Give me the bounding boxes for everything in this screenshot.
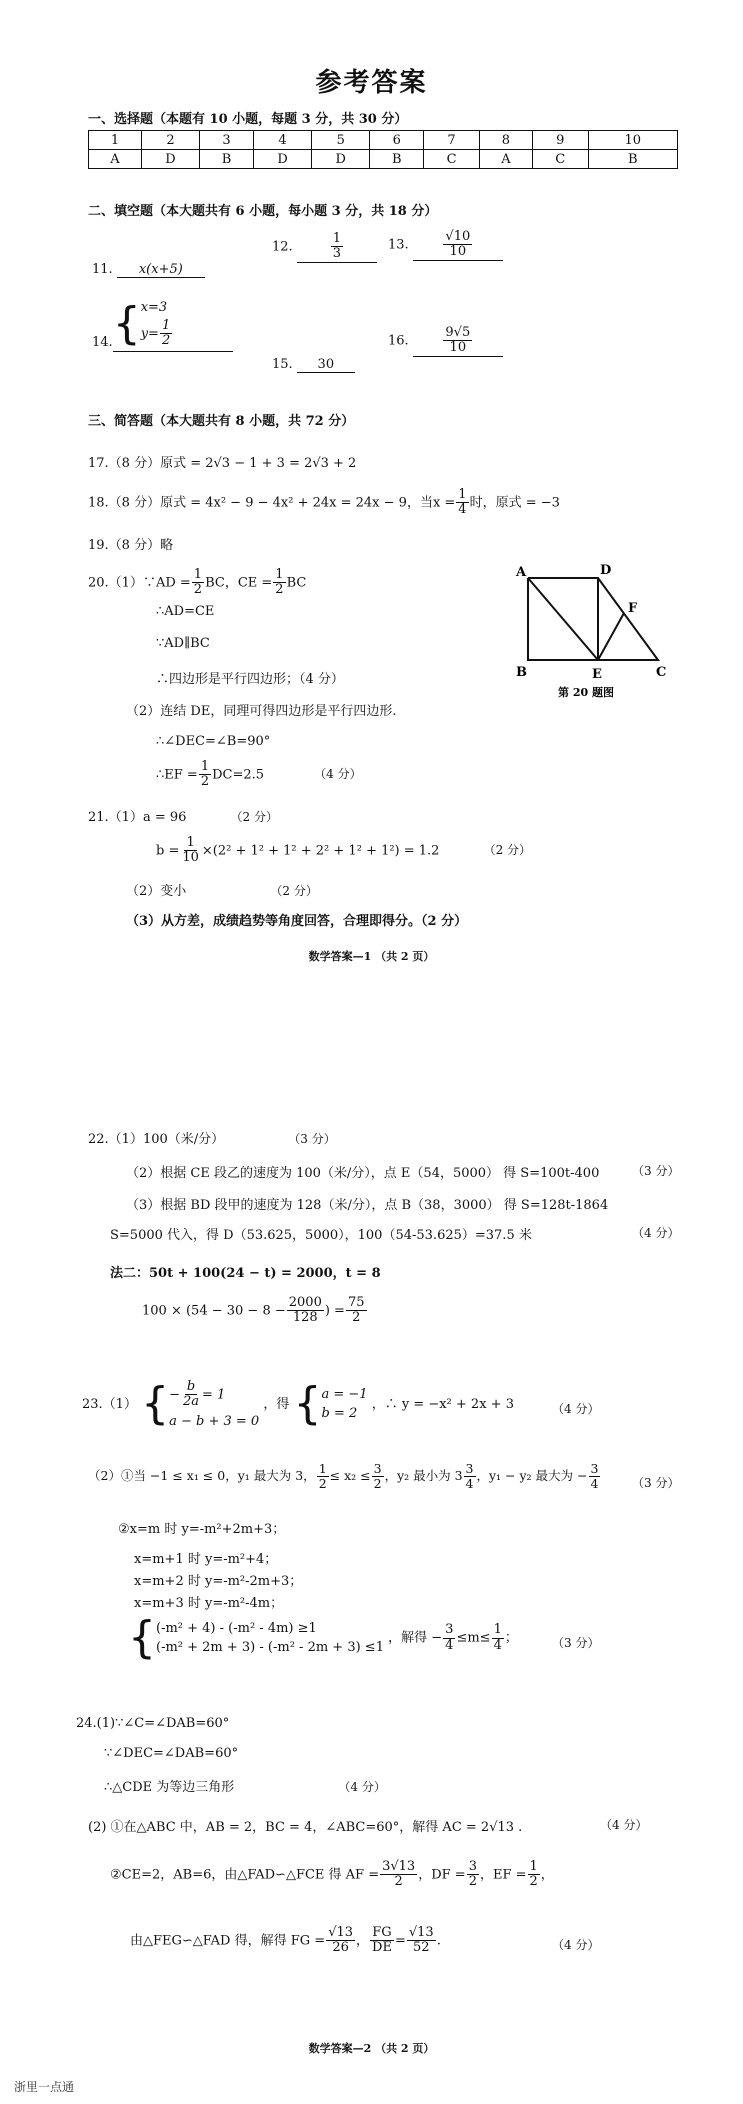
q22-line4: S=5000 代入，得 D（53.625，5000），100（54-53.625）=37.5 米: [110, 1228, 532, 1243]
q14-label: 14.: [92, 334, 113, 350]
q24-line1: 24.(1)∵∠C=∠DAB=60°: [76, 1716, 230, 1731]
q24-l6-d: .: [436, 1933, 441, 1949]
q24-line2: ∵∠DEC=∠DAB=60°: [104, 1746, 239, 1761]
q24-l5-a: ②CE=2，AB=6，由△FAD∽△FCE 得 AF =: [110, 1867, 380, 1883]
q14-row2-num: 1: [161, 318, 171, 333]
answer-table-number-9: 9: [532, 131, 588, 150]
q20-l7-pts: （4 分）: [314, 767, 362, 782]
q21-line4: （3）从方差，成绩趋势等角度回答，合理即得分。（2 分）: [126, 914, 468, 929]
answer-table-number-5: 5: [312, 131, 370, 150]
q24-line5: [110, 1860, 554, 1890]
q22-l4-pts: （4 分）: [632, 1226, 680, 1240]
figure-label-c: C: [656, 665, 667, 680]
q23-pts1: （4 分）: [552, 1402, 600, 1416]
watermark: 浙里一点通: [14, 2080, 75, 2094]
q20-line3: ∵AD∥BC: [156, 636, 210, 651]
q13-label: 13.: [388, 237, 409, 253]
figure-label-f: F: [628, 601, 638, 616]
answer-table-answer-3: B: [200, 150, 254, 169]
section3-heading: 三、简答题（本大题共有 8 小题，共 72 分）: [88, 414, 355, 429]
q20-line1: [88, 568, 306, 598]
q21-l2-pts: （2 分）: [483, 843, 532, 858]
q20-figure: [508, 560, 668, 700]
q23-l2-f3n: 3: [465, 1461, 474, 1476]
answer-table-number-8: 8: [479, 131, 532, 150]
answer-table: [88, 130, 678, 169]
q20-l7-den: 2: [200, 774, 210, 790]
answer-table-number-1: 1: [89, 131, 142, 150]
answer-table-answer-5: D: [312, 150, 370, 169]
q19: 19.（8 分）略: [88, 538, 174, 553]
q20-line4: ∴四边形是平行四边形；（4 分）: [156, 672, 344, 687]
q23-ineq-r2: (-m² + 2m + 3) - (-m² - 2m + 3) ≤1: [156, 1640, 384, 1655]
figure-label-e: E: [592, 667, 602, 682]
q15: [272, 357, 355, 373]
q23-line4: x=m+1 时 y=-m²+4；: [134, 1552, 278, 1567]
q18-text-a: 18.（8 分）原式 = 4x² − 9 − 4x² + 24x = 24x − 9，当x =: [88, 495, 456, 511]
q23-sys-r1-den: 2a: [183, 1394, 200, 1410]
q23-l2-d: ，y₁ − y₂ 最大为 −: [476, 1467, 588, 1483]
q21-line2: [156, 836, 531, 866]
q20-l1-den: 2: [193, 582, 203, 598]
q21-line3: [126, 880, 318, 899]
q22-l6-den: 128: [292, 1310, 318, 1326]
page-title: 参考答案: [315, 68, 428, 98]
q24-l5-d: ，: [540, 1867, 554, 1883]
q12: [272, 232, 377, 263]
q17: 17.（8 分）原式 = 2√3 − 1 + 3 = 2√3 + 2: [88, 456, 357, 471]
q24-l6-d3: 52: [413, 1940, 430, 1956]
q23-part2-line1: [88, 1462, 601, 1491]
q22-l6-b: ) =: [324, 1303, 345, 1319]
q20-l1-c: BC: [286, 575, 307, 591]
q18-num: 1: [458, 487, 467, 502]
figure-label-b: B: [516, 665, 527, 680]
q24-l3-pts: （4 分）: [338, 1780, 386, 1794]
q12-den: 3: [332, 246, 341, 262]
q21-l2-den: 10: [182, 850, 199, 866]
q23-solve-n2: 1: [493, 1622, 502, 1638]
q23-l2-f2d: 2: [373, 1475, 382, 1491]
q18: [88, 488, 560, 518]
answer-table-answer-1: A: [89, 150, 142, 169]
q13: [388, 230, 503, 261]
q23-ineq-r1: (-m² + 4) - (-m² - 4m) ≥1: [156, 1621, 317, 1636]
section1-heading: 一、选择题（本题有 10 小题，每题 3 分，共 30 分）: [88, 112, 408, 127]
q20-line7: [156, 760, 362, 790]
q24-l5-c: ，EF =: [479, 1867, 527, 1883]
footer-page1: 数学答案—1 （共 2 页）: [308, 950, 435, 963]
q22-line3: （3）根据 BD 段甲的速度为 128（米/分），点 B（38，3000） 得 S=128t-1864: [126, 1198, 609, 1213]
q11: [92, 262, 205, 278]
section2-heading: 二、填空题（本大题共有 6 小题，每小题 3 分，共 18 分）: [88, 204, 438, 219]
q16-num: 9√5: [445, 325, 471, 340]
q22-line2: （2）根据 CE 段乙的速度为 100（米/分），点 E（54，5000） 得 S=100t-400: [126, 1166, 600, 1181]
answer-table-number-4: 4: [253, 131, 311, 150]
q22-l6-rden: 2: [352, 1310, 361, 1326]
answer-table-number-10: 10: [588, 131, 677, 150]
q22-line6: [142, 1296, 368, 1326]
q24-line3: [104, 1776, 386, 1795]
footer-page2: 数学答案—2 （共 2 页）: [308, 2042, 435, 2055]
q24-l4-pts: （4 分）: [600, 1818, 648, 1832]
q24-l5-n3: 1: [529, 1859, 538, 1874]
q23-sys-r1-b: = 1: [202, 1387, 226, 1403]
q23-solve-n1: 3: [445, 1622, 454, 1638]
q24-l6-d1: 26: [332, 1940, 349, 1956]
answer-table-answer-7: C: [424, 150, 480, 169]
figure-label-a: A: [516, 565, 527, 580]
q23-line6: x=m+3 时 y=-m²-4m；: [134, 1596, 284, 1611]
figure-caption: 第 20 题图: [558, 686, 614, 699]
q23-sys-r2: a − b + 3 = 0: [169, 1413, 260, 1429]
q21-l3: （2）变小: [126, 884, 187, 899]
answer-table-number-7: 7: [424, 131, 480, 150]
q20-l1-b: BC，CE =: [205, 575, 273, 591]
q20-l1-a: 20.（1）∵AD =: [88, 575, 191, 591]
answer-table-number-row: [89, 131, 678, 150]
q23-l2-a: （2）①当 −1 ≤ x₁ ≤ 0，y₁ 最大为 3，: [88, 1467, 316, 1483]
answer-table-answer-2: D: [141, 150, 199, 169]
q22-l6-num: 2000: [288, 1295, 322, 1310]
q23-l2-f1d: 2: [318, 1475, 327, 1491]
q20-l1-den2: 2: [275, 582, 284, 598]
answer-table-answer-9: C: [532, 150, 588, 169]
q16-den: 10: [449, 340, 467, 356]
q20-l7-a: ∴EF =: [156, 767, 198, 783]
q23-solve-a: ，解得 −: [388, 1630, 443, 1646]
q13-den: 10: [449, 244, 467, 260]
answer-table-number-6: 6: [370, 131, 424, 150]
q23-l2-f1n: 1: [318, 1461, 327, 1476]
q12-num: 1: [332, 231, 341, 246]
answer-table-answer-6: B: [370, 150, 424, 169]
q23-l2-c: ，y₂ 最小为 3: [384, 1467, 463, 1483]
q24-l5-d2: 2: [468, 1874, 477, 1890]
q13-num: √10: [445, 229, 471, 244]
q24-l5-d3: 2: [529, 1874, 538, 1890]
q14-row2-lhs: y=: [140, 326, 159, 342]
answer-table-number-3: 3: [200, 131, 254, 150]
q24-l5-n2: 3: [468, 1859, 477, 1874]
q24-l5-b: ，DF =: [418, 1867, 466, 1883]
q24-l6-c: =: [394, 1933, 406, 1949]
q20-l7-num: 1: [200, 759, 210, 774]
q18-den: 4: [458, 502, 467, 518]
q21-l1-pts: （2 分）: [230, 810, 278, 824]
q23-solve-b: ≤m≤: [456, 1630, 491, 1646]
q23-line3: ②x=m 时 y=-m²+2m+3；: [118, 1522, 286, 1537]
q23-l2-f4n: 3: [590, 1461, 599, 1476]
q23-solve-d1: 4: [445, 1637, 454, 1653]
q22-l6-a: 100 × (54 − 30 − 8 −: [142, 1303, 286, 1319]
q15-answer: 30: [297, 357, 355, 373]
q22-l2-pts: （3 分）: [632, 1164, 680, 1178]
q23-sys-r1-a: −: [169, 1387, 180, 1403]
q12-label: 12.: [272, 239, 293, 255]
q22-line1: [88, 1128, 336, 1147]
q23-pts2: （3 分）: [552, 1636, 600, 1650]
q20-line2: ∴AD=CE: [156, 604, 215, 619]
q24-l6-d2: DE: [372, 1940, 392, 1956]
q18-text-b: 时，原式 = −3: [469, 495, 560, 511]
q23-sys-r1-num: b: [186, 1379, 196, 1394]
answer-table-answer-8: A: [479, 150, 532, 169]
q23-solve-d2: 4: [493, 1637, 502, 1653]
answer-table-number-2: 2: [141, 131, 199, 150]
q24-line4: (2) ①在△ABC 中，AB = 2，BC = 4，∠ABC=60°，解得 AC = 2√13 .: [88, 1820, 523, 1835]
q23-sol-r1: a = −1: [321, 1387, 368, 1403]
q22-l1: 22.（1）100（米/分）: [88, 1132, 225, 1147]
q16: [388, 326, 503, 357]
q11-label: 11.: [92, 262, 113, 277]
q21-l2-b: ×(2² + 1² + 1² + 2² + 1² + 1²) = 1.2: [201, 843, 440, 859]
q24-l6-pts: （4 分）: [552, 1938, 600, 1952]
q14: 14. { x=3 y= $\frac{1}{2}$: [92, 300, 233, 352]
q23-label: 23.（1）: [82, 1396, 137, 1412]
q23-sol-r2: b = 2: [321, 1406, 358, 1422]
q23-inequality: { (-m² + 4) - (-m² - 4m) ≥1 (-m² + 2m + 3) - (-m² - 2m + 3) ≤1 ，解得 − $\frac{3}{4}$ ≤m≤ $\frac{1}{4}$ ；: [128, 1612, 518, 1663]
q20-l7-b: DC=2.5: [212, 767, 265, 783]
q23-l2-b: ≤ x₂ ≤: [329, 1467, 371, 1483]
q24-l6-n3: √13: [408, 1925, 434, 1940]
q24-l3: ∴△CDE 为等边三角形: [104, 1780, 235, 1795]
q20-line5: （2）连结 DE，同理可得四边形是平行四边形.: [126, 704, 397, 719]
q20-line6: ∴∠DEC=∠B=90°: [156, 734, 271, 749]
q23-get: ，得: [263, 1396, 290, 1412]
q20-l1-num: 1: [193, 567, 203, 582]
q14-row1: x=3: [140, 300, 168, 315]
q24-l5-n1: 3√13: [382, 1859, 416, 1874]
q20-l1-num2: 1: [275, 567, 284, 582]
q23-solve-c: ；: [504, 1630, 518, 1646]
q23-l2-f4d: 4: [590, 1475, 599, 1491]
answer-table-answer-4: D: [253, 150, 311, 169]
q22-line5: 法二：50t + 100(24 − t) = 2000，t = 8: [110, 1266, 381, 1281]
q23-l2-pts: （3 分）: [632, 1476, 680, 1490]
q24-l6-n1: √13: [328, 1925, 354, 1940]
q24-l6-a: 由△FEG∽△FAD 得，解得 FG =: [130, 1933, 326, 1949]
q14-row2-den: 2: [161, 333, 171, 349]
q11-answer: x(x+5): [117, 262, 205, 278]
q16-label: 16.: [388, 333, 409, 349]
q24-l6-b: ，: [356, 1933, 370, 1949]
q23-line5: x=m+2 时 y=-m²-2m+3；: [134, 1574, 303, 1589]
q24-l5-d1: 2: [394, 1874, 403, 1890]
q15-label: 15.: [272, 357, 293, 372]
figure-label-d: D: [600, 563, 612, 578]
q24-line6: [130, 1926, 441, 1956]
answer-table-answer-row: [89, 150, 678, 169]
q21-line1: [88, 806, 278, 825]
q24-l6-n2: FG: [372, 1925, 392, 1940]
q22-l1-pts: （3 分）: [288, 1132, 336, 1146]
q21-l3-pts: （2 分）: [270, 884, 318, 898]
q23-part1: 23.（1） { − $\frac{b}{2a}$ = 1 a − b + 3 = 0 ，得 { a = −1 b = 2 ，∴ y = −x² + 2x + 3: [82, 1378, 514, 1430]
q21-l2-num: 1: [186, 835, 195, 850]
answer-table-answer-10: B: [588, 150, 677, 169]
q23-result: ，∴ y = −x² + 2x + 3: [371, 1396, 514, 1412]
q22-l6-rnum: 75: [347, 1295, 365, 1310]
q21-l2-a: b =: [156, 843, 180, 859]
q21-l1: 21.（1）a = 96: [88, 810, 187, 825]
q23-l2-f2n: 3: [373, 1461, 382, 1476]
q23-l2-f3d: 4: [465, 1475, 474, 1491]
